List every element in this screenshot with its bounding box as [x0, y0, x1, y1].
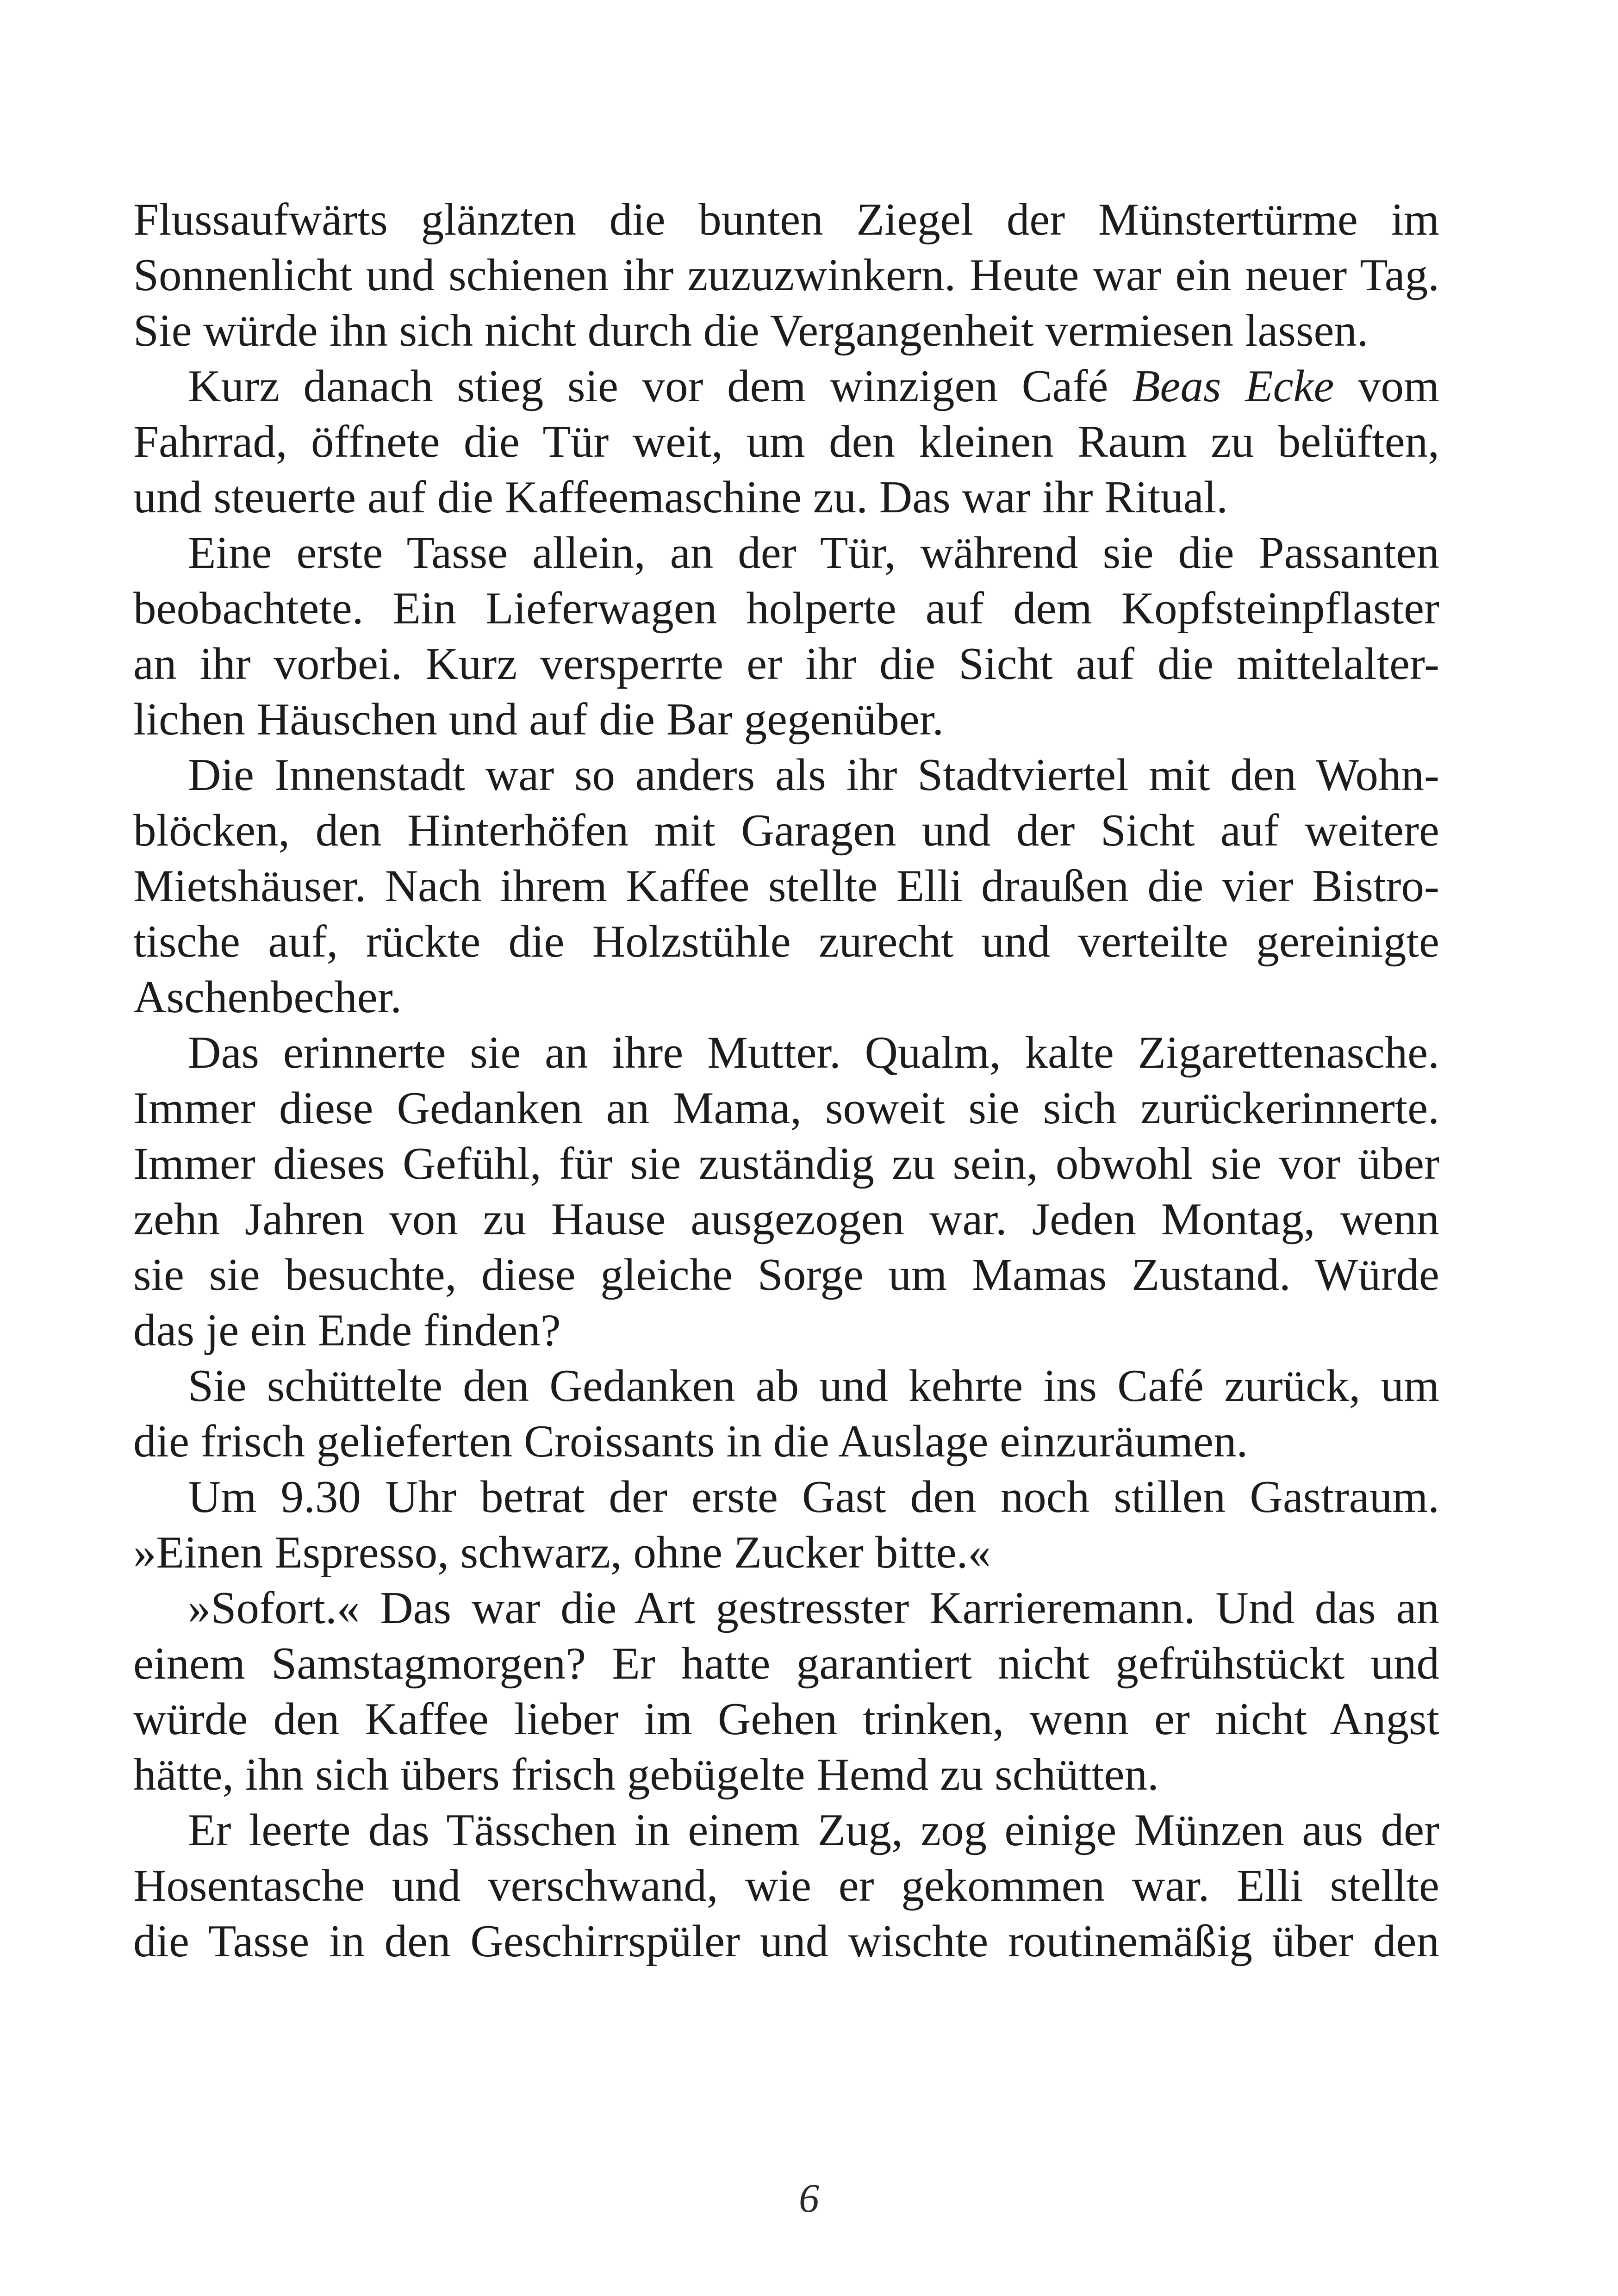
text-line: Hosentasche und verschwand, wie er gekommen war. Elli stellte — [133, 1860, 1439, 1911]
text-line: Fahrrad, öffnete die Tür weit, um den kleinen Raum zu belüften, — [133, 417, 1439, 467]
text-line: Eine erste Tasse allein, an der Tür, während sie die Passanten — [188, 528, 1439, 578]
text-line: lichen Häuschen und auf die Bar gegenüber. — [133, 694, 944, 745]
text-line: würde den Kaffee lieber im Gehen trinken, wenn er nicht Angst — [133, 1694, 1439, 1744]
text-line: »Sofort.« Das war die Art gestresster Karrieremann. Und das an — [188, 1583, 1439, 1633]
text-segment: vom — [1334, 361, 1439, 411]
text-line: Um 9.30 Uhr betrat der erste Gast den noch stillen Gastraum. — [188, 1472, 1439, 1522]
text-line: zehn Jahren von zu Hause ausgezogen war. Jeden Montag, wenn — [133, 1194, 1439, 1244]
text-segment: Kurz danach stieg sie vor dem winzigen Café — [188, 361, 1133, 411]
text-line: und steuerte auf die Kaffeemaschine zu. Das war ihr Ritual. — [133, 472, 1228, 523]
text-line: Sie würde ihn sich nicht durch die Vergangenheit vermiesen lassen. — [133, 305, 1369, 356]
text-line: Immer diese Gedanken an Mama, soweit sie sich zurückerinnerte. — [133, 1083, 1439, 1133]
text-line: beobachtete. Ein Lieferwagen holperte auf dem Kopfsteinpflaster — [133, 583, 1439, 634]
text-line: an ihr vorbei. Kurz versperrte er ihr die Sicht auf die mittelalter- — [133, 639, 1439, 689]
text-line: Er leerte das Tässchen in einem Zug, zog einige Münzen aus der — [188, 1805, 1439, 1855]
text-line: hätte, ihn sich übers frisch gebügelte Hemd zu schütten. — [133, 1749, 1159, 1800]
text-line: blöcken, den Hinterhöfen mit Garagen und der Sicht auf weitere — [133, 805, 1439, 856]
text-line: die frisch gelieferten Croissants in die Auslage einzuräumen. — [133, 1416, 1248, 1467]
text-line: sie sie besuchte, diese gleiche Sorge um Mamas Zustand. Würde — [133, 1250, 1439, 1300]
text-line: die Tasse in den Geschirrspüler und wischte routinemäßig über den — [133, 1916, 1439, 1966]
text-line: das je ein Ende finden? — [133, 1305, 561, 1356]
text-line: einem Samstagmorgen? Er hatte garantiert nicht gefrühstückt und — [133, 1638, 1439, 1689]
page-number: 6 — [799, 2176, 819, 2221]
text-line: Flussaufwärts glänzten die bunten Ziegel der Münstertürme im — [133, 194, 1439, 245]
cafe-name: Beas Ecke — [1132, 361, 1334, 411]
text-line — [133, 359, 1439, 414]
text-line: Aschenbecher. — [133, 972, 402, 1022]
text-line: Immer dieses Gefühl, für sie zuständig zu sein, obwohl sie vor über — [133, 1139, 1439, 1189]
text-line: Sie schüttelte den Gedanken ab und kehrte ins Café zurück, um — [188, 1361, 1439, 1411]
body-text — [133, 192, 1439, 1969]
text-line: Mietshäuser. Nach ihrem Kaffee stellte Elli draußen die vier Bistro- — [133, 861, 1439, 911]
text-line: tische auf, rückte die Holzstühle zurecht und verteilte gereinigte — [133, 916, 1439, 967]
text-line: Sonnenlicht und schienen ihr zuzuzwinkern. Heute war ein neuer Tag. — [133, 250, 1439, 300]
text-line: Die Innenstadt war so anders als ihr Stadtviertel mit den Wohn- — [188, 750, 1439, 800]
text-line: »Einen Espresso, schwarz, ohne Zucker bitte.« — [133, 1527, 991, 1578]
text-line: Das erinnerte sie an ihre Mutter. Qualm, kalte Zigarettenasche. — [188, 1027, 1439, 1078]
